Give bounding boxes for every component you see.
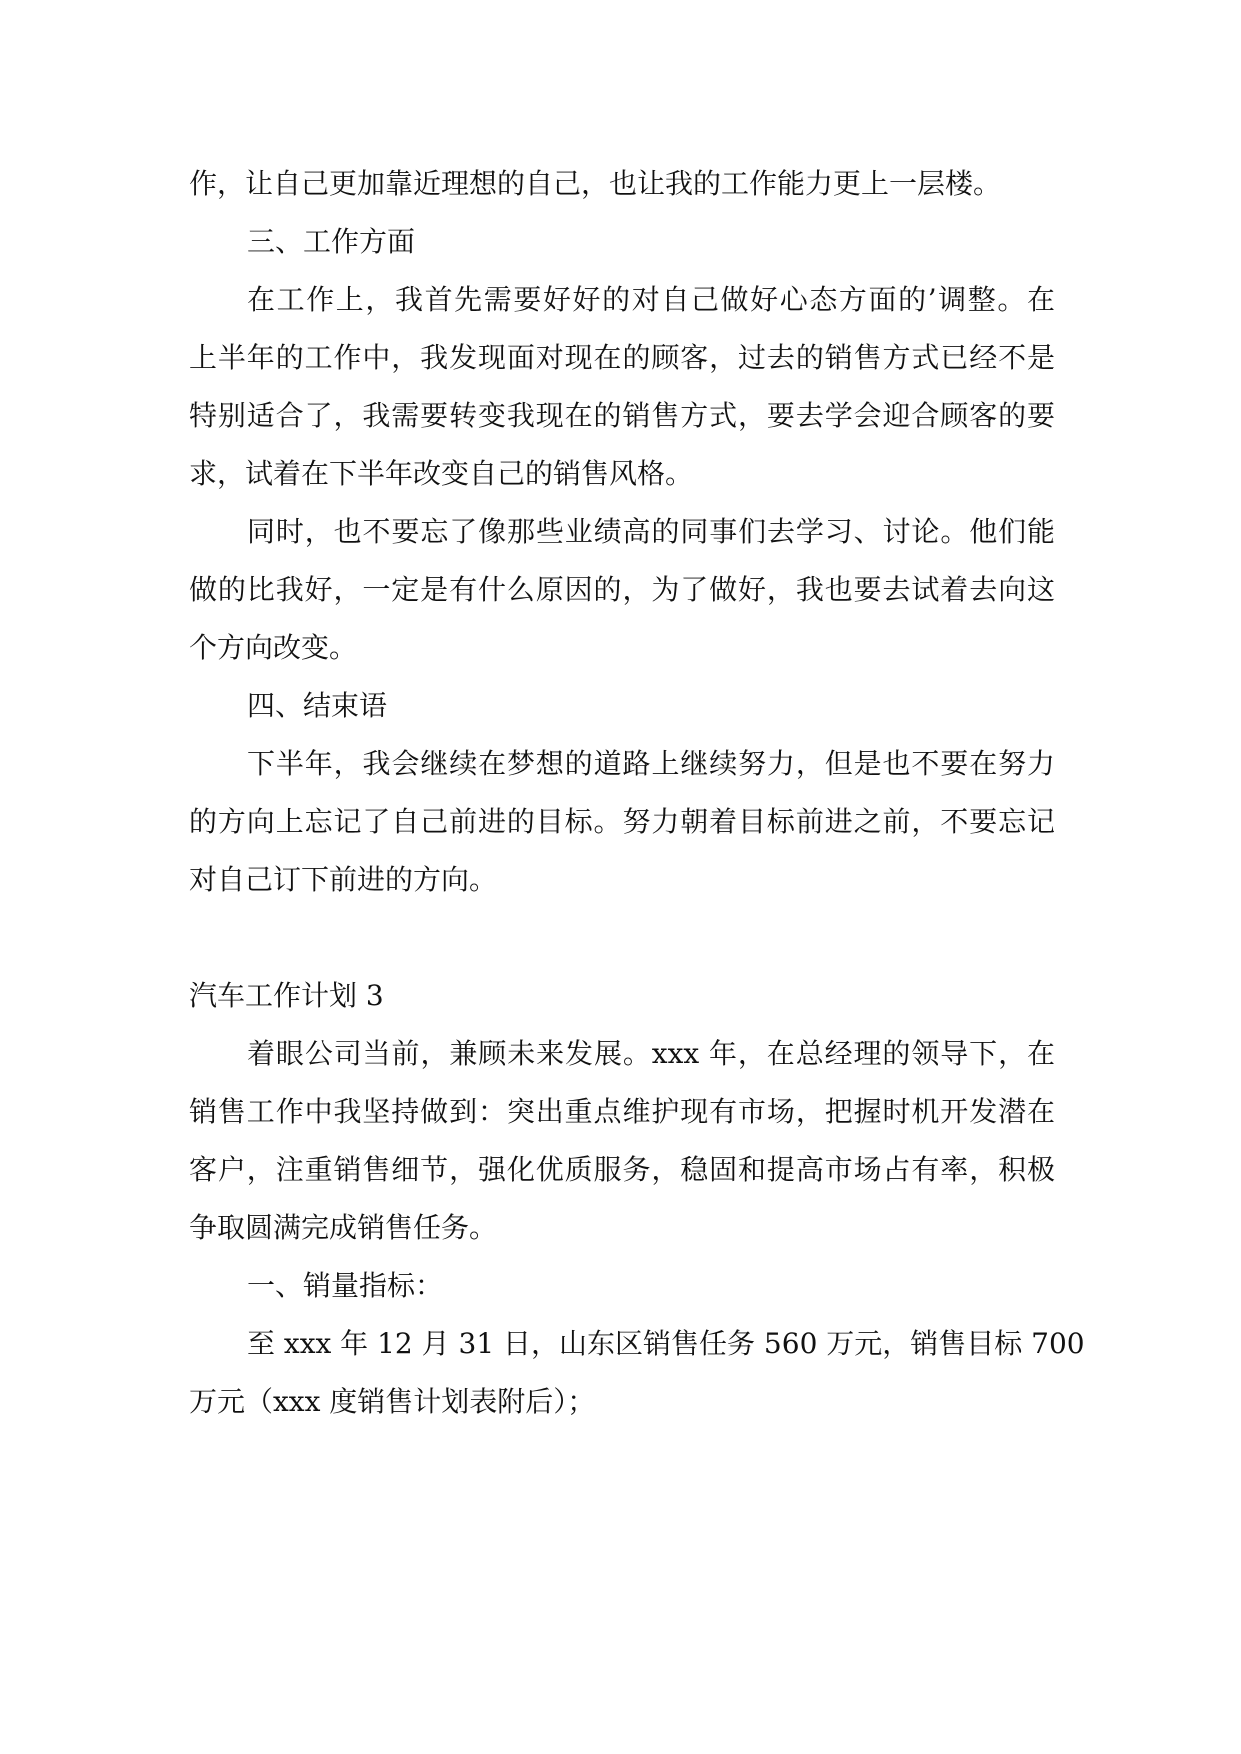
paragraph-line: 销售工作中我坚持做到：突出重点维护现有市场，把握时机开发潜在 (189, 1095, 1055, 1128)
paragraph-line: 着眼公司当前，兼顾未来发展。xxx 年，在总经理的领导下，在 (247, 1037, 1055, 1070)
section-heading: 三、工作方面 (247, 225, 416, 258)
section-heading: 一、销量指标： (247, 1269, 444, 1302)
paragraph-line: 上半年的工作中，我发现面对现在的顾客，过去的销售方式已经不是 (189, 341, 1055, 374)
paragraph-line: 求，试着在下半年改变自己的销售风格。 (189, 457, 694, 490)
paragraph-line: 特别适合了，我需要转变我现在的销售方式，要去学会迎合顾客的要 (189, 399, 1055, 432)
paragraph-line: 做的比我好，一定是有什么原因的，为了做好，我也要去试着去向这 (189, 573, 1055, 606)
paragraph-line: 在工作上，我首先需要好好的对自己做好心态方面的’调整。在 (247, 283, 1055, 316)
section-heading: 四、结束语 (247, 689, 388, 722)
document-title: 汽车工作计划 3 (189, 979, 384, 1012)
paragraph-line: 的方向上忘记了自己前进的目标。努力朝着目标前进之前，不要忘记 (189, 805, 1055, 838)
paragraph-line: 客户，注重销售细节，强化优质服务，稳固和提高市场占有率，积极 (189, 1153, 1055, 1186)
paragraph-line: 个方向改变。 (189, 631, 358, 664)
paragraph-line: 下半年，我会继续在梦想的道路上继续努力，但是也不要在努力 (247, 747, 1055, 780)
paragraph-line: 同时，也不要忘了像那些业绩高的同事们去学习、讨论。他们能 (247, 515, 1055, 548)
paragraph-line: 争取圆满完成销售任务。 (189, 1211, 498, 1244)
paragraph-line: 万元（xxx 度销售计划表附后）； (189, 1385, 596, 1418)
paragraph-line: 至 xxx 年 12 月 31 日，山东区销售任务 560 万元，销售目标 700 (247, 1327, 1085, 1360)
paragraph-line: 作，让自己更加靠近理想的自己，也让我的工作能力更上一层楼。 (189, 167, 1002, 200)
paragraph-line: 对自己订下前进的方向。 (189, 863, 498, 896)
